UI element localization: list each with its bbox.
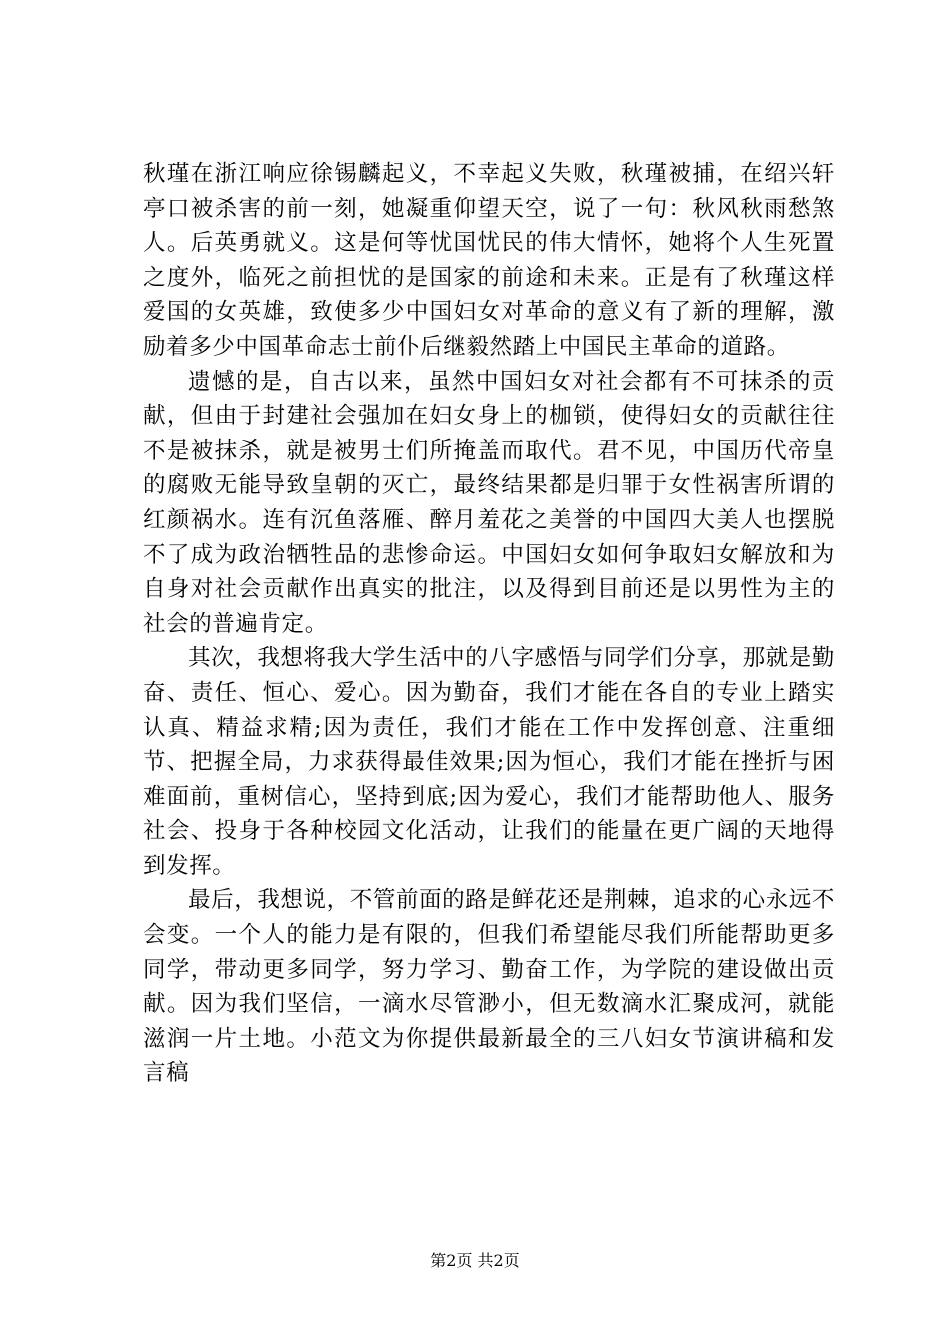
paragraph-1: 秋瑾在浙江响应徐锡麟起义，不幸起义失败，秋瑾被捕，在绍兴轩亭口被杀害的前一刻，她凝重仰望天空，说了一句：秋风秋雨愁煞人。后英勇就义。这是何等忧国忧民的伟大情怀，她将个人生死置之度外，临死之前担忧的是国家的前途和未来。正是有了秋瑾这样爱国的女英雄，致使多少中国妇女对革命的意义有了新的理解，激励着多少中国革命志士前仆后继毅然踏上中国民主革命的道路。 xyxy=(143,161,835,360)
document-body xyxy=(143,157,835,1091)
paragraph-4: 最后，我想说，不管前面的路是鲜花还是荆棘，追求的心永远不会变。一个人的能力是有限的，但我们希望能尽我们所能帮助更多同学，带动更多同学，努力学习、勤奋工作，为学院的建设做出贡献。因为我们坚信，一滴水尽管渺小，但无数滴水汇聚成河，就能滋润一片土地。小范文为你提供最新最全的三八妇女节演讲稿和发言稿 xyxy=(143,887,835,1087)
page-footer xyxy=(0,1250,950,1272)
paragraph-3: 其次，我想将我大学生活中的八字感悟与同学们分享，那就是勤奋、责任、恒心、爱心。因为勤奋，我们才能在各自的专业上踏实认真、精益求精;因为责任，我们才能在工作中发挥创意、注重细节、把握全局，力求获得最佳效果;因为恒心，我们才能在挫折与困难面前，重树信心，坚持到底;因为爱心，我们才能帮助他人、服务社会、投身于各种校园文化活动，让我们的能量在更广阔的天地得到发挥。 xyxy=(143,645,835,879)
paragraph-2: 遗憾的是，自古以来，虽然中国妇女对社会都有不可抹杀的贡献，但由于封建社会强加在妇女身上的枷锁，使得妇女的贡献往往不是被抹杀，就是被男士们所掩盖而取代。君不见，中国历代帝皇的腐败无能导致皇朝的灭亡，最终结果都是归罪于女性祸害所谓的红颜祸水。连有沉鱼落雁、醉月羞花之美誉的中国四大美人也摆脱不了成为政治牺牲品的悲惨命运。中国妇女如何争取妇女解放和为自身对社会贡献作出真实的批注，以及得到目前还是以男性为主的社会的普遍肯定。 xyxy=(143,368,835,637)
page-number-label: 第2页 共2页 xyxy=(430,1251,520,1270)
